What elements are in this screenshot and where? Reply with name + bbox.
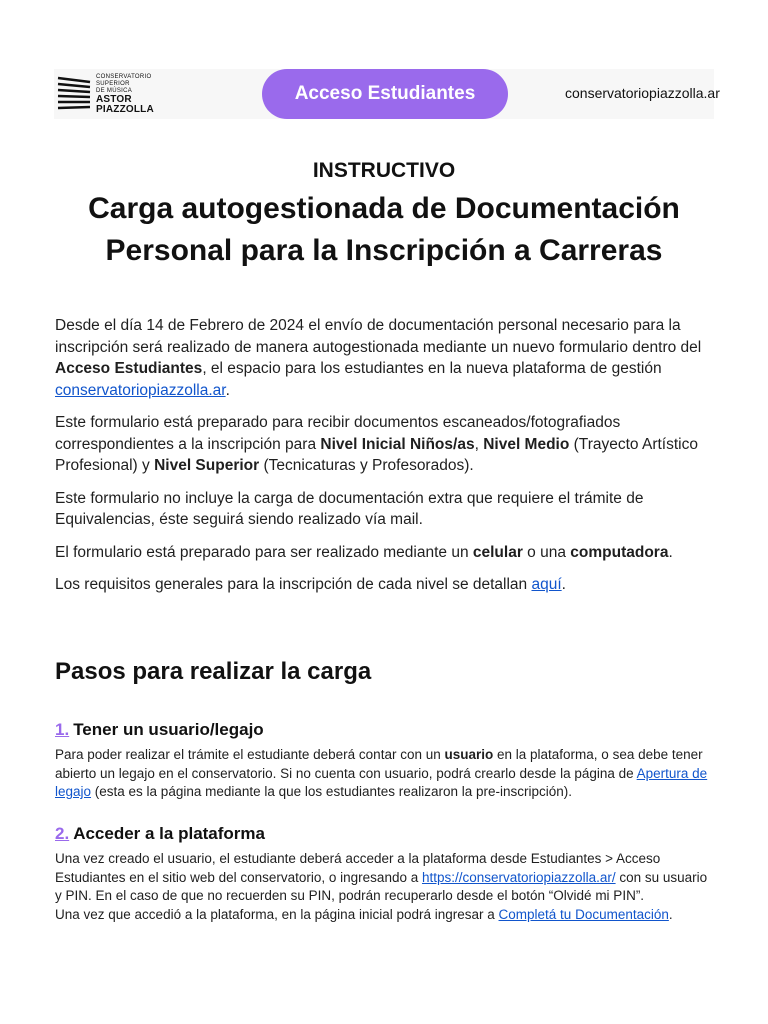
bold-nivel-superior: Nivel Superior xyxy=(154,457,260,474)
title-line-2: Personal para la Inscripción a Carreras xyxy=(105,234,663,267)
paragraph-levels xyxy=(55,412,715,477)
text: . xyxy=(561,576,566,593)
logo-line-1: CONSERVATORIO xyxy=(96,74,152,80)
acceso-estudiantes-button[interactable]: Acceso Estudiantes xyxy=(262,69,508,119)
step-1-heading xyxy=(55,720,715,740)
logo-line-2: SUPERIOR xyxy=(96,81,130,87)
step-2-body xyxy=(55,850,715,924)
completa-documentacion-link[interactable]: Completá tu Documentación xyxy=(498,906,669,922)
steps-heading: Pasos para realizar la carga xyxy=(55,658,372,685)
text: (Tecnicaturas y Profesorados). xyxy=(259,457,474,474)
logo-wordmark xyxy=(96,74,154,115)
document-title xyxy=(40,188,728,272)
text: , el espacio para los estudiantes en la nueva plataforma de gestión xyxy=(202,360,662,377)
text: con su usuario y PIN. En el caso de que no recuerden su PIN, podrán recuperarlo desde el botón “Olvidé mi PIN”. xyxy=(55,869,708,903)
step-1-number: 1. xyxy=(55,720,70,739)
step-2 xyxy=(55,824,715,924)
text: Para poder realizar el trámite el estudiante deberá contar con un xyxy=(55,747,445,762)
text: (esta es la página mediante la que los estudiantes realizaron la pre-inscripción). xyxy=(91,784,573,799)
logo-stripes-icon xyxy=(56,76,92,110)
step-1-title: Tener un usuario/legajo xyxy=(73,720,264,739)
paragraph-intro xyxy=(55,315,715,401)
logo-line-4: ASTOR xyxy=(96,94,132,105)
title-line-1: Carga autogestionada de Documentación xyxy=(88,192,680,225)
step-1-body xyxy=(55,746,715,802)
platform-link[interactable]: conservatoriopiazzolla.ar xyxy=(55,381,226,399)
bold-nivel-medio: Nivel Medio xyxy=(483,435,570,453)
step-2-heading xyxy=(55,824,715,844)
text: Una vez creado el usuario, el estudiante deberá acceder a la plataforma desde Estudiantes > Acceso Estudiantes en el sitio web del conservatorio, o ingresando a xyxy=(55,851,661,885)
step-2-number: 2. xyxy=(55,824,70,843)
conservatorio-logo[interactable] xyxy=(56,74,166,114)
text: . xyxy=(668,906,673,922)
text: (Trayecto Artístico Profesional) y xyxy=(55,435,698,474)
text: . xyxy=(225,381,230,399)
document-kicker: INSTRUCTIVO xyxy=(312,159,456,182)
text: Una vez que accedió a la plataforma, en la página inicial podrá ingresar a xyxy=(55,906,499,922)
bold-celular: celular xyxy=(472,543,523,561)
logo-line-5: PIAZZOLLA xyxy=(96,104,154,115)
intro-content xyxy=(55,315,715,607)
text: , xyxy=(474,435,484,453)
conservatorio-url-link[interactable]: https://conservatoriopiazzolla.ar/ xyxy=(421,869,616,885)
bold-usuario: usuario xyxy=(444,747,494,762)
apertura-legajo-link[interactable]: Apertura de legajo xyxy=(55,765,708,799)
bold-acceso-estudiantes: Acceso Estudiantes xyxy=(55,360,203,377)
paragraph-equivalencias: Este formulario no incluye la carga de documentación extra que requiere el trámite de Equivalencias, éste seguirá siendo realizado vía mail. xyxy=(55,489,644,528)
logo-line-3: DE MÚSICA xyxy=(96,88,133,94)
text: o una xyxy=(522,543,571,561)
text: Desde el día 14 de Febrero de 2024 el envío de documentación personal necesario para la inscripción será realizado de manera autogestionada mediante un nuevo formulario dentro del xyxy=(55,317,702,356)
paragraph-devices xyxy=(55,542,715,564)
requisitos-link[interactable]: aquí xyxy=(531,576,562,593)
text: . xyxy=(668,543,673,561)
step-1 xyxy=(55,720,715,802)
bold-nivel-inicial: Nivel Inicial Niños/as xyxy=(320,435,475,453)
text: Los requisitos generales para la inscripción de cada nivel se detallan xyxy=(55,576,532,593)
text: en la plataforma, o sea debe tener abierto un legajo en el conservatorio. Si no cuenta con usuario, podrá crearlo desde la página de xyxy=(55,747,703,781)
paragraph-requisitos xyxy=(55,574,715,596)
bold-computadora: computadora xyxy=(570,543,669,561)
site-url: conservatoriopiazzolla.ar xyxy=(565,85,720,101)
text: Este formulario está preparado para recibir documentos escaneados/fotografiados correspondientes a la inscripción para xyxy=(55,414,621,453)
header-band xyxy=(54,69,720,119)
step-2-title: Acceder a la plataforma xyxy=(73,824,265,843)
text: El formulario está preparado para ser realizado mediante un xyxy=(55,543,473,561)
